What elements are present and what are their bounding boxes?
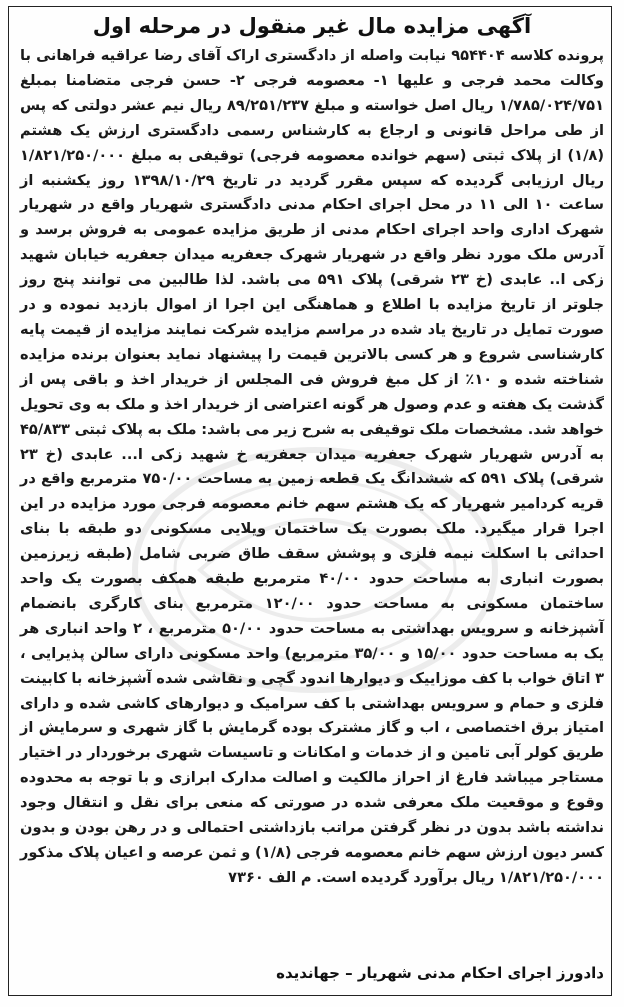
notice-title: آگهی مزایده مال غیر منقول در مرحله اول — [92, 14, 532, 38]
notice-body: پرونده کلاسه ۹۵۴۴۰۴ نیابت واصله از دادگستری اراک آقای رضا عراقیه فراهانی با وکالت محمد فرجی و علیها ۱- معصومه فرجی ۲- حسن فرجی متضامنا بمبلغ ۱/۷۸۵/۰۲۴/۷۵۱ ریال اصل خواسته و مبلغ ۸۹/۲۵۱/۲۳۷ ریال نیم عشر دولتی که پس از طی مراحل قانونی و ارجاع به کارشناس رسمی دادگستری ارزش یک هشتم (۱/۸) از پلاک ثبتی (سهم خوانده معصومه فرجی) توقیفی به مبلغ ۱/۸۲۱/۲۵۰/۰۰۰ ریال ارزیابی گردیده که سپس مقرر گردید در تاریخ ۱۳۹۸/۱۰/۲۹ روز یکشنبه از ساعت ۱۰ الی ۱۱ در محل اجرای احکام مدنی دادگستری شهریار واقع در شهریار شهرک اداری واحد اجرای احکام مدنی از طریق مزایده عمومی به فروش برسد و آدرس ملک مورد نظر واقع در شهریار شهرک جعفریه میدان جعفریه خیابان شهید زکی ا.. عابدی (خ ۲۳ شرقی) پلاک ۵۹۱ می باشد. لذا طالبین می توانند پنج روز جلوتر از تاریخ مزایده با اطلاع و هماهنگی این اجرا از اموال بازدید نموده و در صورت تمایل در تاریخ یاد شده در مراسم مزایده شرکت نمایند مزایده از قیمت پایه کارشناسی شروع و هر کسی بالاترین قیمت را پیشنهاد نماید بعنوان برنده مزایده شناخته شده و ۱۰٪ از کل مبغ فروش فی المجلس از خریدار اخذ و باقی پس از گذشت یک هفته و عدم وصول هر گونه اعتراضی از خریدار اخذ و ملک به وی تحویل خواهد شد. مشخصات ملک توقیفی به شرح زیر می باشد: ملک به پلاک ثبتی ۴۵/۸۳۳ به آدرس شهریار شهرک جعفریه میدان جعفریه خ شهید زکی ا... عابدی (خ ۲۳ شرقی) پلاک ۵۹۱ که ششدانگ یک قطعه زمین به مساحت ۷۵۰/۰۰ مترمربع واقع در قریه کردامیر شهریار که یک هشتم سهم خانم معصومه فرجی مورد مزایده در این اجرا قرار میگیرد. ملک بصورت یک ساختمان ویلایی مسکونی دو طبقه با بنای احداثی با اسکلت نیمه فلزی و پوشش سقف طاق ضربی شامل (طبقه زیرزمین بصورت انباری به مساحت حدود ۴۰/۰۰ مترمربع طبقه همکف بصورت یک واحد ساختمان مسکونی به مساحت حدود ۱۲۰/۰۰ مترمربع بنای کارگری بانضمام آشپزخانه و سرویس بهداشتی به مساحت حدود ۵۰/۰۰ مترمربع ، ۲ واحد انباری هر یک به مساحت حدود ۱۵/۰۰ و ۳۵/۰۰ مترمربع) واحد مسکونی دارای سالن پذیرایی ، ۳ اتاق خواب با کف موزاییک و دیوارها اندود گچی و نقاشی شده آشپزخانه با کابینت فلزی و حمام و سرویس بهداشتی با کف سرامیک و دیوارهای کاشی شده و دارای امتیاز برق اختصاصی ، اب و گاز مشترک بوده گرمایش با گاز شهری و سرمایش از طریق کولر آبی تامین و از خدمات و امکانات و تاسیسات شهری برخوردار در اختیار مستاجر میباشد فارغ از احراز مالکیت و اصالت مدارک ابرازی و با توجه به محدوده وقوع و موقعیت ملک معرفی شده در صورتی که منعی برای نقل و انتقال وجود نداشته باشد بدون در نظر گرفتن مراتب بازداشتی احتمالی و در رهن بودن و بدون کسر دیون ارزش سهم خانم معصومه فرجی (۱/۸) و ثمن عرصه و اعیان پلاک مذکور ۱/۸۲۱/۲۵۰/۰۰۰ ریال برآورد گردیده است. م الف ۷۳۶۰ — [20, 47, 605, 886]
notice-signature: دادورز اجرای احکام مدنی شهریار – جهاندیده — [276, 964, 604, 982]
